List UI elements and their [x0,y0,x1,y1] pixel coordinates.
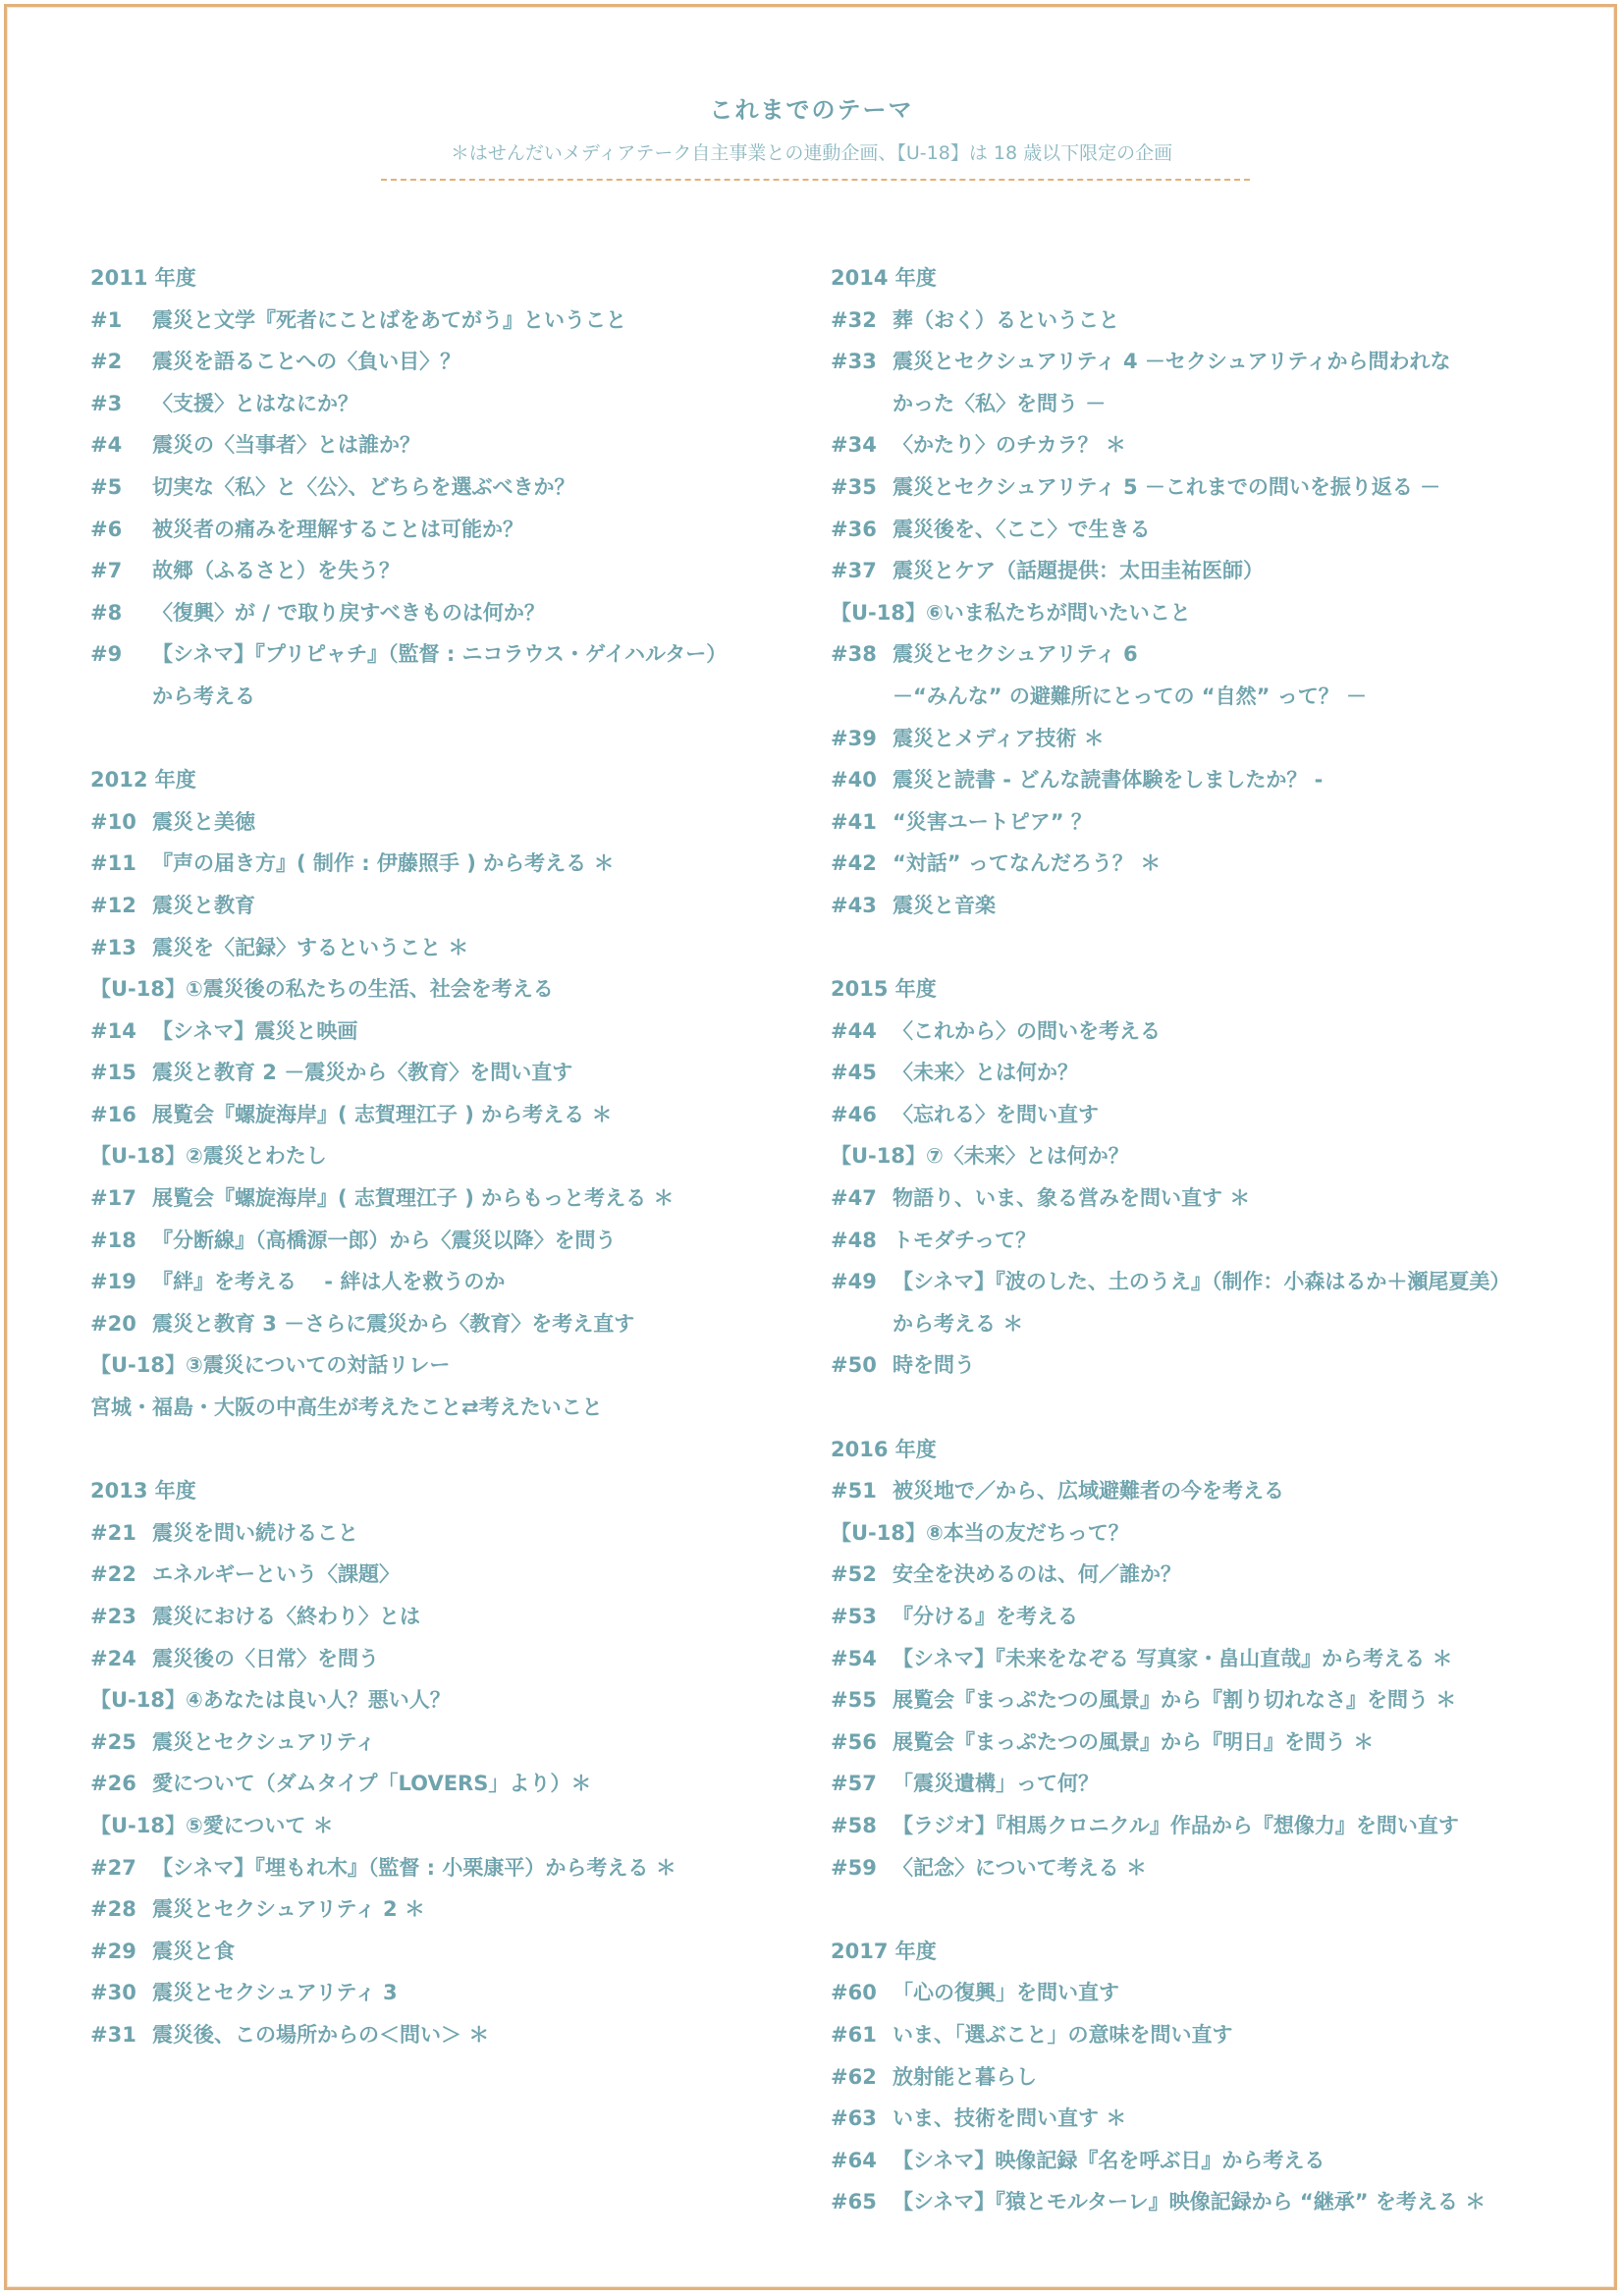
theme-number: #32 [831,307,877,332]
theme-item [90,550,837,592]
theme-text: 【シネマ】映像記録『名を呼ぶ日』から考える [893,2148,1325,2172]
theme-item [90,1094,837,1136]
u18-item: 【U-18】⑤愛について ＊ [90,1813,334,1837]
theme-text: 震災における〈終わり〉とは [152,1605,420,1628]
theme-number: #42 [831,851,877,876]
theme-item [90,2014,837,2056]
theme-text: 【シネマ】『プリピャチ』（監督 : ニコラウス・ゲイハルター） [152,642,728,667]
theme-text: 〈かたり〉のチカラ？ ＊ [893,433,1126,458]
theme-text: 〈忘れる〉を問い直す [893,1102,1099,1126]
theme-text: 震災と食 [152,1939,235,1963]
theme-item [831,1596,1577,1638]
theme-item [90,341,837,383]
theme-number: #41 [831,809,877,834]
theme-text-continued: から考える [152,683,255,708]
theme-number: #16 [90,1102,136,1126]
theme-text: 震災と美徳 [152,809,255,834]
year-heading: 2011 年度 [90,266,196,290]
theme-text: 安全を決めるのは、何／誰か？ [893,1562,1181,1587]
theme-text: 展覧会『まっぷたつの風景』から『明日』を問う ＊ [893,1729,1375,1754]
theme-number: #64 [831,2148,877,2172]
theme-text-continued: から考える ＊ [893,1311,1024,1336]
theme-number: #52 [831,1562,877,1587]
theme-text: 震災後の〈日常〉を問う [152,1646,379,1670]
dashed-divider [381,179,1250,181]
theme-number: #44 [831,1018,877,1043]
theme-number: #51 [831,1479,877,1503]
theme-text: “災害ユートピア” ？ [893,809,1092,834]
theme-item [90,1011,837,1053]
theme-text: 「心の復興」を問い直す [893,1981,1119,2005]
theme-number: #30 [90,1981,136,2005]
theme-item [90,509,837,551]
u18-item-continued: 宮城・福島・大阪の中高生が考えたこと⇄考えたいこと [90,1395,603,1420]
theme-number: #3 [90,391,123,415]
theme-number: #11 [90,851,136,876]
theme-number: #24 [90,1646,136,1670]
theme-number: #40 [831,768,877,793]
theme-item [90,885,837,927]
theme-item [90,801,837,844]
theme-number: #13 [90,935,136,959]
theme-text: 震災とセクシュアリティ 3 [152,1981,398,2005]
theme-number: #54 [831,1646,877,1670]
theme-item [90,1638,837,1680]
theme-text-continued: かった〈私〉を問う － [893,391,1107,415]
theme-item [831,1344,1577,1387]
theme-number: #15 [90,1061,136,1085]
theme-text: 震災と文学『死者にことばをあてがう』ということ [152,307,626,332]
theme-item [831,1847,1577,1889]
left-column [90,257,837,2056]
theme-item [90,1554,837,1596]
theme-text: “対話” ってなんだろう？ ＊ [893,851,1162,876]
theme-number: #26 [90,1772,136,1796]
theme-text: 『絆』を考える - 絆は人を救うのか [152,1270,506,1294]
theme-text: 愛について（ダムタイプ「LOVERS」より）＊ [152,1772,592,1796]
theme-item [831,1470,1577,1512]
theme-item [831,1972,1577,2014]
theme-number: #47 [831,1186,877,1211]
u18-item: 【U-18】③震災についての対話リレー [90,1353,451,1378]
theme-number: #56 [831,1729,877,1754]
theme-text: 震災とケア（話題提供：太田圭祐医師） [893,559,1264,583]
theme-item [831,2098,1577,2140]
theme-item [831,1722,1577,1764]
theme-text: 【シネマ】『埋もれ木』（監督 : 小栗康平）から考える ＊ [152,1855,676,1880]
theme-number: #37 [831,559,877,583]
theme-item [831,801,1577,844]
theme-item [831,1554,1577,1596]
theme-text: 震災とセクシュアリティ 6 [893,642,1138,667]
theme-number: #4 [90,433,123,458]
theme-item [831,341,1577,383]
theme-item [90,1177,837,1220]
theme-text: 【シネマ】『未来をなぞる 写真家・畠山直哉』から考える ＊ [893,1646,1453,1670]
year-heading: 2017 年度 [831,1939,937,1963]
theme-number: #2 [90,350,123,374]
theme-text: 被災地で／から、広域避難者の今を考える [893,1479,1284,1503]
theme-text: 震災とメディア技術 ＊ [893,726,1105,750]
year-heading: 2012 年度 [90,768,196,793]
theme-text: 展覧会『螺旋海岸』( 志賀理江子 ) からもっと考える ＊ [152,1186,675,1211]
theme-item [831,1679,1577,1722]
theme-number: #53 [831,1605,877,1628]
theme-text: 展覧会『螺旋海岸』( 志賀理江子 ) から考える ＊ [152,1102,613,1126]
theme-item [831,550,1577,592]
theme-number: #6 [90,517,123,541]
theme-text: 〈未来〉とは何か？ [893,1061,1078,1085]
theme-text-continued: －“みんな” の避難所にとっての “自然” って？ － [893,683,1368,708]
right-column [831,257,1577,2223]
theme-text: 『分断線』（高橋源一郎）から〈震災以降〉を問う [152,1228,617,1252]
theme-item [831,1763,1577,1805]
theme-number: #60 [831,1981,877,2005]
header [0,90,1623,165]
theme-item [90,1220,837,1262]
theme-text: 〈支援〉とはなにか？ [152,391,358,415]
theme-item [90,300,837,342]
theme-item [831,1052,1577,1094]
theme-item [90,1512,837,1555]
theme-text: 震災と教育 3 －さらに震災から〈教育〉を考え直す [152,1311,635,1336]
u18-item: 【U-18】①震災後の私たちの生活、社会を考える [90,977,554,1002]
theme-item [90,1596,837,1638]
theme-number: #48 [831,1228,877,1252]
theme-item [831,2181,1577,2223]
theme-number: #36 [831,517,877,541]
theme-item [831,1638,1577,1680]
theme-number: #38 [831,642,877,667]
theme-number: #35 [831,474,877,499]
theme-item [90,466,837,509]
theme-number: #39 [831,726,877,750]
theme-item [831,509,1577,551]
theme-text: 放射能と暮らし [893,2064,1037,2089]
theme-text: 震災後、この場所からの＜問い＞ ＊ [152,2022,490,2047]
theme-text: 被災者の痛みを理解することは可能か？ [152,517,523,541]
theme-item [90,843,837,885]
theme-text: 『声の届き方』( 制作 : 伊藤照手 ) から考える ＊ [152,851,615,876]
theme-item [831,1805,1577,1847]
theme-item [90,1303,837,1345]
theme-item [90,927,837,969]
u18-item: 【U-18】④あなたは良い人？悪い人？ [90,1688,451,1713]
theme-text: 葬（おく）るということ [893,307,1119,332]
theme-text: 震災後を、〈ここ〉で生きる [893,517,1151,541]
theme-item [831,759,1577,801]
theme-number: #18 [90,1228,136,1252]
theme-number: #31 [90,2022,136,2047]
theme-number: #50 [831,1353,877,1378]
theme-number: #20 [90,1311,136,1336]
theme-number: #58 [831,1813,877,1837]
theme-text: 切実な〈私〉と〈公〉、どちらを選ぶべきか？ [152,474,575,499]
theme-number: #1 [90,307,123,332]
theme-item [831,885,1577,927]
theme-item [90,1972,837,2014]
theme-text: 震災の〈当事者〉とは誰か？ [152,433,420,458]
theme-text: 『分ける』を考える [893,1605,1078,1628]
theme-item [90,1261,837,1303]
theme-item [831,424,1577,466]
u18-item: 【U-18】⑦〈未来〉とは何か？ [831,1144,1129,1169]
year-heading: 2016 年度 [831,1437,937,1461]
theme-text: 〈これから〉の問いを考える [893,1018,1161,1043]
theme-text: トモダチって？ [893,1228,1037,1252]
theme-number: #21 [90,1520,136,1545]
theme-number: #59 [831,1855,877,1880]
theme-text: 震災とセクシュアリティ 5 －これまでの問いを振り返る － [893,474,1441,499]
theme-text: エネルギーという〈課題〉 [152,1562,400,1587]
theme-text: 「震災遺構」って何？ [893,1772,1099,1796]
theme-text: 時を問う [893,1353,975,1378]
theme-number: #28 [90,1897,136,1922]
theme-text: 震災と読書 - どんな読書体験をしましたか？ - [893,768,1324,793]
theme-item [90,424,837,466]
theme-text: 展覧会『まっぷたつの風景』から『割り切れなさ』を問う ＊ [893,1688,1457,1713]
theme-text: 震災と教育 [152,893,255,917]
theme-number: #14 [90,1018,136,1043]
theme-number: #19 [90,1270,136,1294]
theme-text: 震災を問い続けること [152,1520,358,1545]
theme-number: #29 [90,1939,136,1963]
theme-number: #61 [831,2022,877,2047]
theme-number: #63 [831,2106,877,2131]
theme-item [90,1763,837,1805]
theme-item [831,1011,1577,1053]
theme-number: #57 [831,1772,877,1796]
theme-item [831,300,1577,342]
theme-number: #34 [831,433,877,458]
theme-text: 【ラジオ】『相馬クロニクル』作品から『想像力』を問い直す [893,1813,1459,1837]
year-heading: 2013 年度 [90,1479,196,1503]
theme-item [831,466,1577,509]
theme-item [831,2014,1577,2056]
theme-text: 震災を〈記録〉するということ ＊ [152,935,469,959]
theme-item [90,1888,837,1931]
theme-number: #22 [90,1562,136,1587]
theme-number: #55 [831,1688,877,1713]
theme-item [831,843,1577,885]
u18-item: 【U-18】⑥いま私たちが問いたいこと [831,600,1191,625]
theme-number: #65 [831,2190,877,2214]
theme-text: 震災を語ることへの〈負い目〉？ [152,350,461,374]
theme-item [90,1931,837,1973]
theme-text: 震災とセクシュアリティ 2 ＊ [152,1897,425,1922]
theme-number: #25 [90,1729,136,1754]
theme-item [831,2056,1577,2099]
theme-number: #62 [831,2064,877,2089]
u18-item: 【U-18】②震災とわたし [90,1144,327,1169]
theme-number: #23 [90,1605,136,1628]
theme-number: #27 [90,1855,136,1880]
theme-item [831,2140,1577,2182]
theme-number: #43 [831,893,877,917]
theme-text: 【シネマ】震災と映画 [152,1018,358,1043]
theme-text: いま、「選ぶこと」の意味を問い直す [893,2022,1233,2047]
theme-text: 震災と音楽 [893,893,996,917]
theme-number: #10 [90,809,136,834]
theme-text: 【シネマ】『猿とモルターレ』映像記録から “継承” を考える ＊ [893,2190,1487,2214]
theme-text: いま、技術を問い直す ＊ [893,2106,1127,2131]
theme-item [90,1847,837,1889]
theme-number: #17 [90,1186,136,1211]
theme-text: 【シネマ】『波のした、土のうえ』（制作：小森はるか＋瀬尾夏美） [893,1270,1511,1294]
theme-number: #12 [90,893,136,917]
theme-item [831,1220,1577,1262]
theme-item [90,1052,837,1094]
theme-text: 〈復興〉が / で取り戻すべきものは何か？ [152,600,545,625]
year-heading: 2015 年度 [831,977,937,1002]
theme-item [831,1094,1577,1136]
year-heading: 2014 年度 [831,266,937,290]
page-title: これまでのテーマ [709,96,914,124]
theme-item [90,633,837,676]
theme-number: #49 [831,1270,877,1294]
theme-text: 〈記念〉について考える ＊ [893,1855,1147,1880]
theme-number: #46 [831,1102,877,1126]
theme-text: 物語り、いま、象る営みを問い直す ＊ [893,1186,1251,1211]
theme-item [831,633,1577,676]
theme-text: 震災とセクシュアリティ [152,1729,376,1754]
u18-item: 【U-18】⑧本当の友だちって？ [831,1520,1129,1545]
theme-item [831,718,1577,760]
theme-item [90,592,837,634]
theme-item [831,1177,1577,1220]
theme-number: #9 [90,642,123,667]
theme-number: #8 [90,600,123,625]
theme-number: #33 [831,350,877,374]
page-subtitle: ＊はせんだいメディアテーク自主事業との連動企画、【U-18】は 18 歳以下限定の企画 [450,142,1173,164]
theme-number: #45 [831,1061,877,1085]
theme-item [831,1261,1577,1303]
theme-text: 震災とセクシュアリティ 4 －セクシュアリティから問われな [893,350,1451,374]
theme-text: 震災と教育 2 －震災から〈教育〉を問い直す [152,1061,573,1085]
theme-text: 故郷（ふるさと）を失う？ [152,559,400,583]
theme-item [90,1722,837,1764]
theme-number: #7 [90,559,123,583]
theme-item [90,383,837,425]
theme-number: #5 [90,474,123,499]
